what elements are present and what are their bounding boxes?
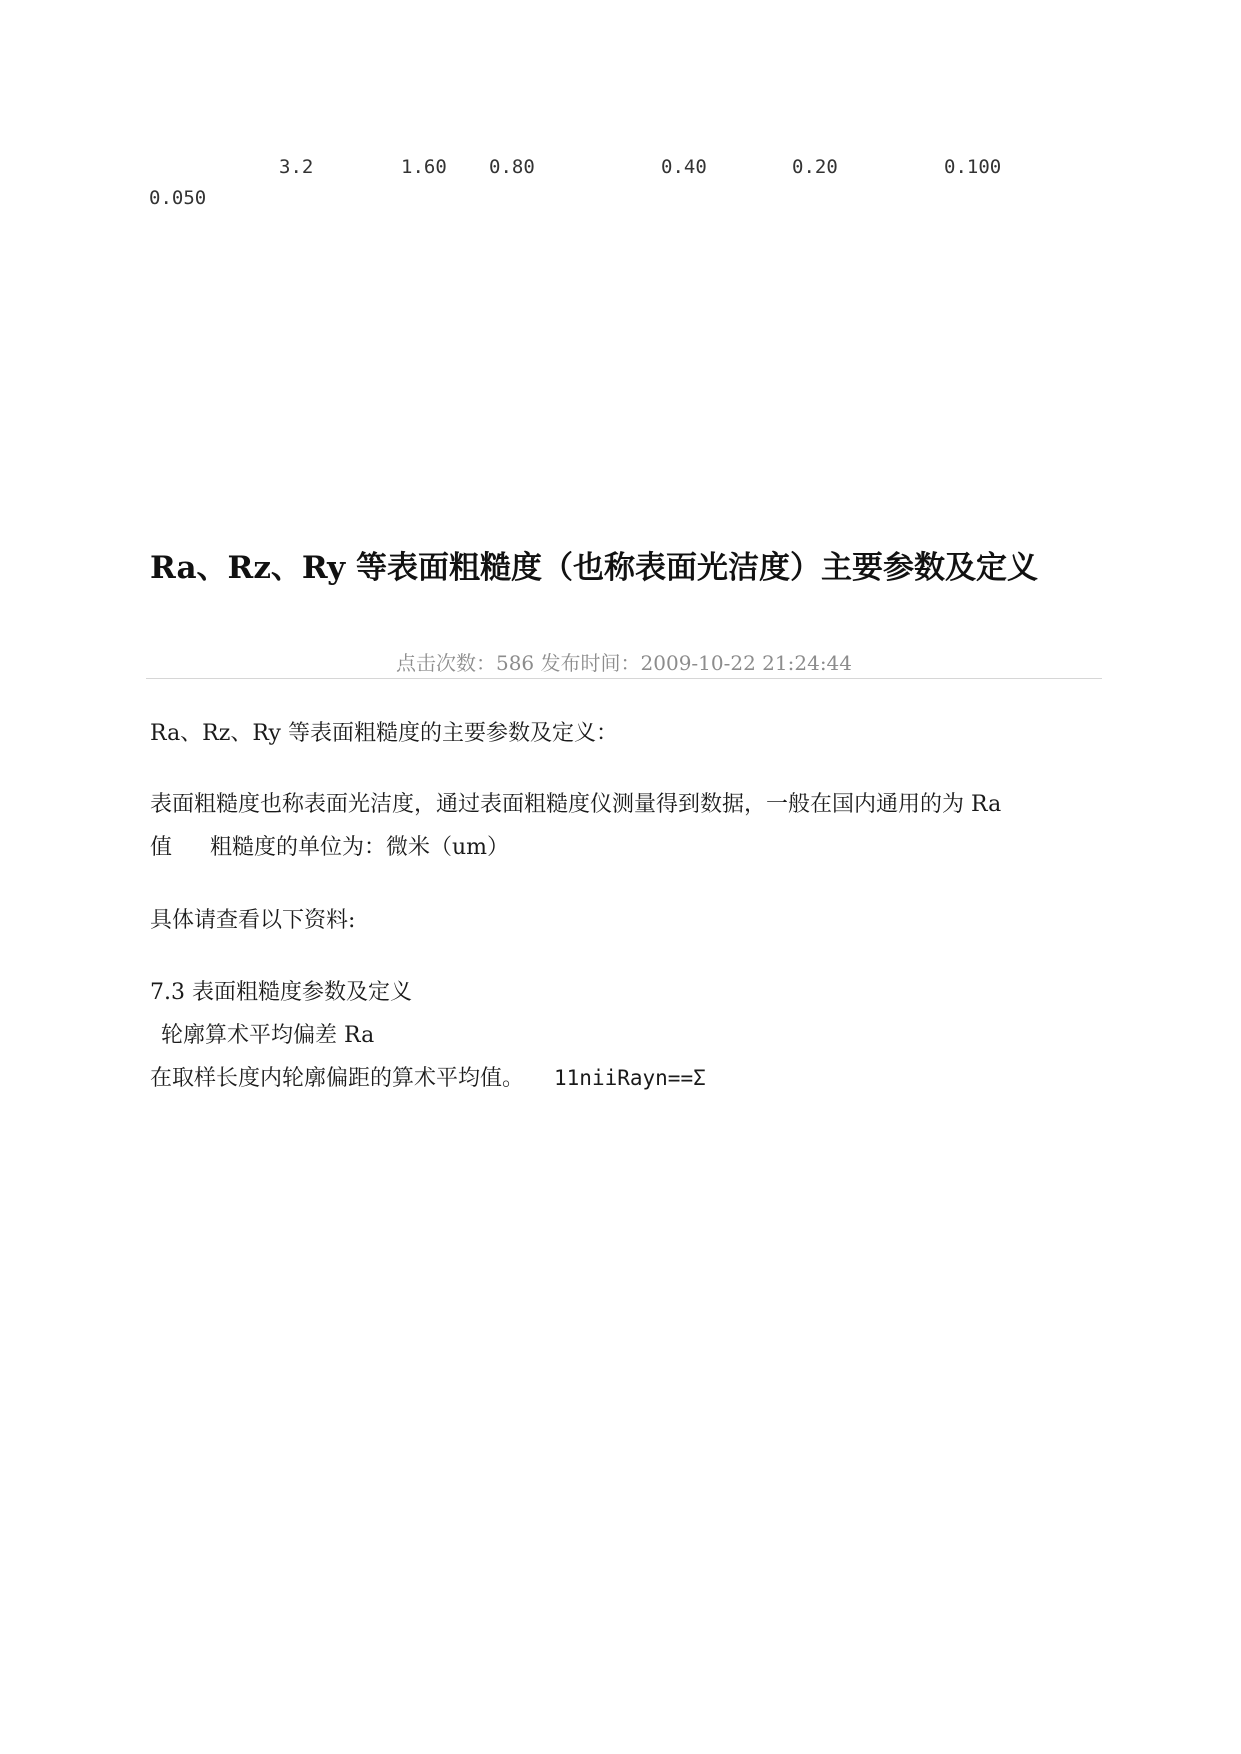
section-heading: 7.3 表面粗糙度参数及定义: [150, 980, 412, 1005]
roughness-value-3-2: 3.2: [279, 156, 314, 178]
see-more-paragraph: 具体请查看以下资料:: [150, 908, 356, 933]
roughness-value-0-20: 0.20: [792, 156, 838, 178]
divider: [146, 678, 1102, 679]
description-value-word: 值: [150, 835, 173, 860]
roughness-value-0-050: 0.050: [149, 187, 207, 209]
ra-parameter-name: 轮廓算术平均偏差 Ra: [161, 1023, 375, 1048]
article-meta: 点击次数：586 发布时间：2009-10-22 21:24:44: [395, 651, 853, 675]
roughness-value-0-40: 0.40: [661, 156, 707, 178]
ra-formula: 11niiRayn==Σ: [554, 1066, 706, 1090]
article-title: Ra、Rz、Ry 等表面粗糙度（也称表面光洁度）主要参数及定义: [150, 550, 1038, 586]
description-line-1: 表面粗糙度也称表面光洁度，通过表面粗糙度仪测量得到数据，一般在国内通用的为 Ra: [150, 792, 1002, 817]
ra-definition-line: [150, 1066, 706, 1092]
intro-paragraph: Ra、Rz、Ry 等表面粗糙度的主要参数及定义：: [150, 721, 618, 746]
description-unit: 粗糙度的单位为：微米（um）: [210, 835, 510, 860]
ra-definition: 在取样长度内轮廓偏距的算术平均值。: [150, 1066, 525, 1091]
roughness-value-0-100: 0.100: [944, 156, 1002, 178]
description-line-2: [150, 835, 509, 861]
roughness-value-1-60: 1.60: [401, 156, 447, 178]
roughness-value-0-80: 0.80: [489, 156, 535, 178]
